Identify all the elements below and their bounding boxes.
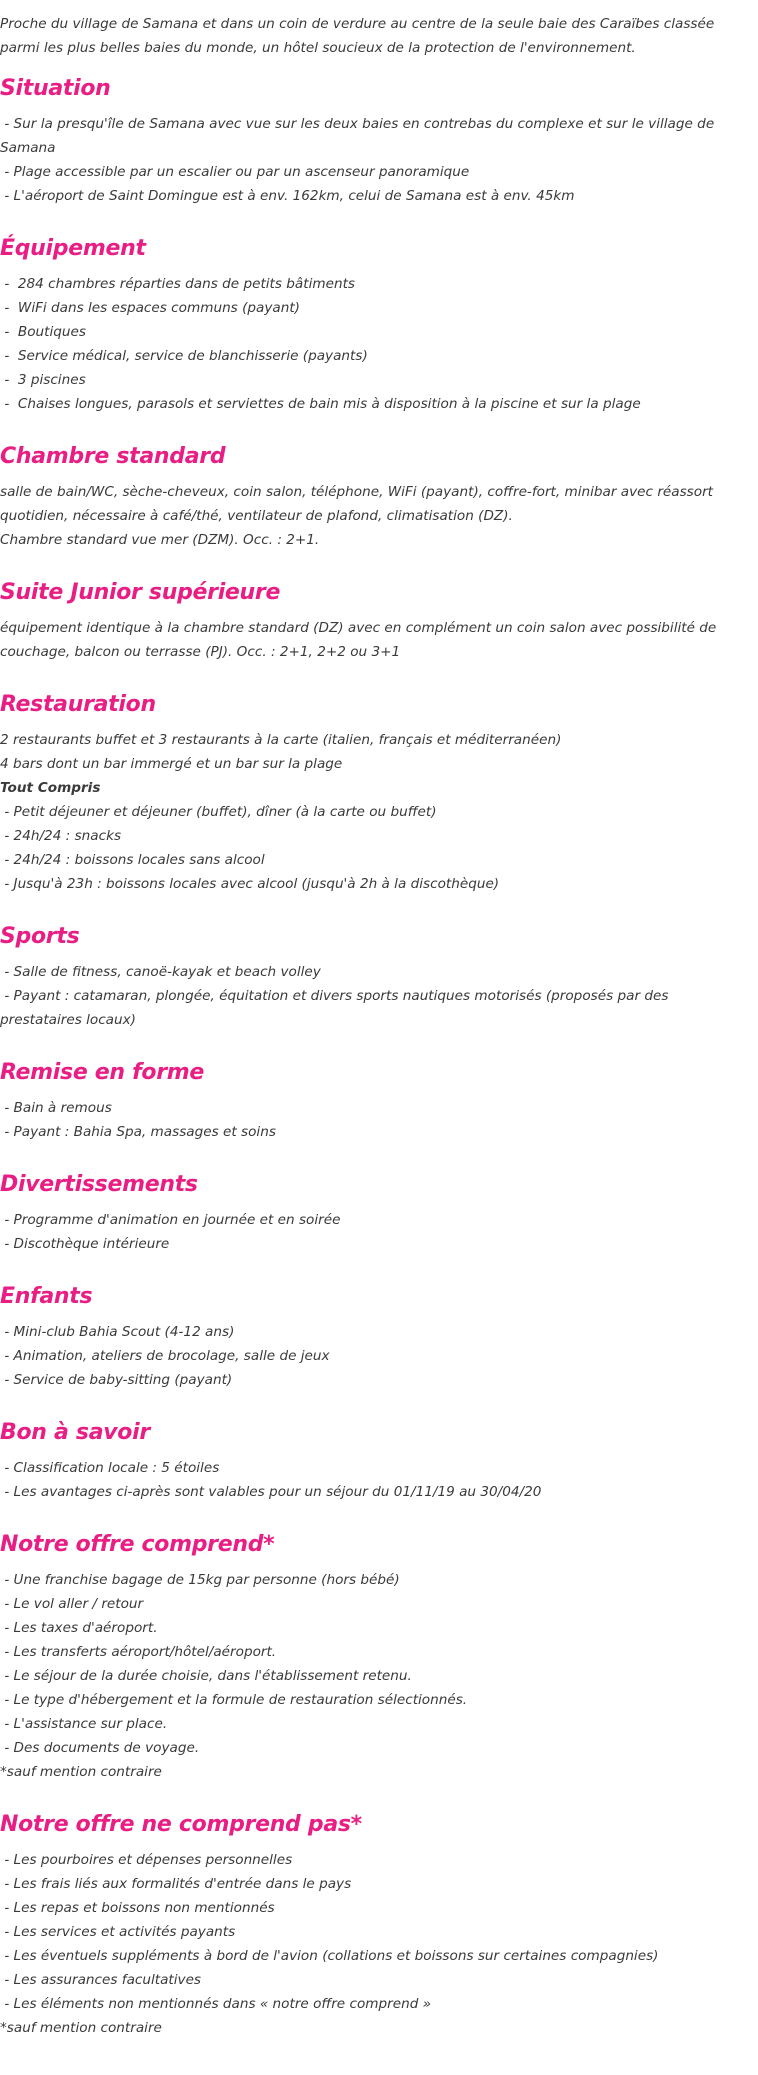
text-line: - Service de baby-sitting (payant): [0, 1372, 233, 1388]
text-line: - Boutiques: [0, 324, 86, 340]
text-line: - 24h/24 : snacks: [0, 828, 122, 844]
text-line: - WiFi dans les espaces communs (payant): [0, 300, 300, 316]
text-line: - Les éléments non mentionnés dans « notre offre comprend »: [0, 1996, 432, 2012]
text-line: - 284 chambres réparties dans de petits bâtiments: [0, 276, 355, 292]
section-enfants: [0, 1282, 748, 1392]
section-equipement: [0, 234, 748, 416]
text-line: - Bain à remous: [0, 1100, 112, 1116]
section-divertissements: [0, 1170, 748, 1256]
text-line: - L'assistance sur place.: [0, 1716, 168, 1732]
section-title: Bon à savoir: [0, 1420, 150, 1445]
section-body: [0, 1320, 748, 1392]
section-notre-offre-comprend: [0, 1530, 748, 1784]
text-line: - Le type d'hébergement et la formule de restauration sélectionnés.: [0, 1692, 468, 1708]
text-line: - Chaises longues, parasols et serviettes de bain mis à disposition à la piscine et sur la plage: [0, 396, 641, 412]
text-line: - Le vol aller / retour: [0, 1596, 144, 1612]
text-line: - Les repas et boissons non mentionnés: [0, 1900, 275, 1916]
text-line: équipement identique à la chambre standard (DZ) avec en complément un coin salon avec possibilité de couchage, balcon ou terrasse (PJ). Occ. : 2+1, 2+2 ou 3+1: [0, 620, 721, 660]
section-subheading: Tout Compris: [0, 780, 101, 796]
section-body: [0, 1848, 748, 2040]
section-title: Restauration: [0, 692, 156, 717]
text-line: - Les éventuels suppléments à bord de l'avion (collations et boissons sur certaines compagnies): [0, 1948, 659, 1964]
section-body: [0, 1096, 748, 1144]
text-line: - Classification locale : 5 étoiles: [0, 1460, 220, 1476]
text-line: 2 restaurants buffet et 3 restaurants à la carte (italien, français et méditerranéen): [0, 732, 562, 748]
section-title: Notre offre comprend*: [0, 1532, 275, 1557]
section-body: [0, 112, 748, 208]
sections-container: [0, 74, 748, 2040]
text-line: - Service médical, service de blanchisserie (payants): [0, 348, 368, 364]
text-line: - 3 piscines: [0, 372, 86, 388]
text-line: - Les taxes d'aéroport.: [0, 1620, 158, 1636]
text-line: - Mini-club Bahia Scout (4-12 ans): [0, 1324, 235, 1340]
section-situation: [0, 74, 748, 208]
text-line: - Le séjour de la durée choisie, dans l'établissement retenu.: [0, 1668, 412, 1684]
text-line: - Les services et activités payants: [0, 1924, 236, 1940]
section-title: Suite Junior supérieure: [0, 580, 281, 605]
text-line: - 24h/24 : boissons locales sans alcool: [0, 852, 265, 868]
section-title: Notre offre ne comprend pas*: [0, 1812, 362, 1837]
section-title: Enfants: [0, 1284, 93, 1309]
text-line: - Animation, ateliers de brocolage, salle de jeux: [0, 1348, 330, 1364]
section-bon-a-savoir: [0, 1418, 748, 1504]
text-line: - Les avantages ci-après sont valables pour un séjour du 01/11/19 au 30/04/20: [0, 1484, 542, 1500]
text-line: - Une franchise bagage de 15kg par personne (hors bébé): [0, 1572, 400, 1588]
section-title: Sports: [0, 924, 80, 949]
section-body: [0, 728, 748, 896]
text-line: - Des documents de voyage.: [0, 1740, 200, 1756]
section-title: Remise en forme: [0, 1060, 205, 1085]
section-body: [0, 480, 748, 552]
text-line: - Payant : Bahia Spa, massages et soins: [0, 1124, 276, 1140]
section-title: Divertissements: [0, 1172, 198, 1197]
text-line: - Programme d'animation en journée et en soirée: [0, 1212, 341, 1228]
text-line: - Les frais liés aux formalités d'entrée dans le pays: [0, 1876, 352, 1892]
intro-text: Proche du village de Samana et dans un coin de verdure au centre de la seule baie des Caraïbes classée parmi les plus belles baies du monde, un hôtel soucieux de la protection de l'environnement.: [0, 16, 715, 56]
text-line: - Les assurances facultatives: [0, 1972, 202, 1988]
text-line: - Plage accessible par un escalier ou par un ascenseur panoramique: [0, 164, 470, 180]
section-body: [0, 960, 748, 1032]
section-title: Équipement: [0, 236, 146, 261]
text-line: - Les transferts aéroport/hôtel/aéroport.: [0, 1644, 277, 1660]
text-line: *sauf mention contraire: [0, 2020, 162, 2036]
text-line: - Jusqu'à 23h : boissons locales avec alcool (jusqu'à 2h à la discothèque): [0, 876, 500, 892]
text-line: *sauf mention contraire: [0, 1764, 162, 1780]
section-suite-junior-superieure: [0, 578, 748, 664]
section-remise-en-forme: [0, 1058, 748, 1144]
section-restauration: [0, 690, 748, 896]
section-title: Chambre standard: [0, 444, 226, 469]
text-line: - Sur la presqu'île de Samana avec vue sur les deux baies en contrebas du complexe et sur le village de Samana: [0, 116, 719, 156]
section-notre-offre-ne-comprend-pas: [0, 1810, 748, 2040]
section-body: [0, 1208, 748, 1256]
section-title: Situation: [0, 76, 111, 101]
text-line: Chambre standard vue mer (DZM). Occ. : 2+1.: [0, 532, 320, 548]
section-body: [0, 616, 748, 664]
text-line: salle de bain/WC, sèche-cheveux, coin salon, téléphone, WiFi (payant), coffre-fort, minibar avec réassort quotidien, nécessaire à café/thé, ventilateur de plafond, climatisation (DZ).: [0, 484, 718, 524]
text-line: - Payant : catamaran, plongée, équitation et divers sports nautiques motorisés (proposés par des prestataires locaux): [0, 988, 673, 1028]
section-body: [0, 272, 748, 416]
section-sports: [0, 922, 748, 1032]
text-line: 4 bars dont un bar immergé et un bar sur la plage: [0, 756, 343, 772]
section-chambre-standard: [0, 442, 748, 552]
text-line: - Petit déjeuner et déjeuner (buffet), dîner (à la carte ou buffet): [0, 804, 437, 820]
text-line: - Discothèque intérieure: [0, 1236, 170, 1252]
section-body: [0, 1568, 748, 1784]
text-line: - Les pourboires et dépenses personnelles: [0, 1852, 293, 1868]
section-body: [0, 1456, 748, 1504]
text-line: - Salle de fitness, canoë-kayak et beach volley: [0, 964, 321, 980]
text-line: - L'aéroport de Saint Domingue est à env. 162km, celui de Samana est à env. 45km: [0, 188, 575, 204]
